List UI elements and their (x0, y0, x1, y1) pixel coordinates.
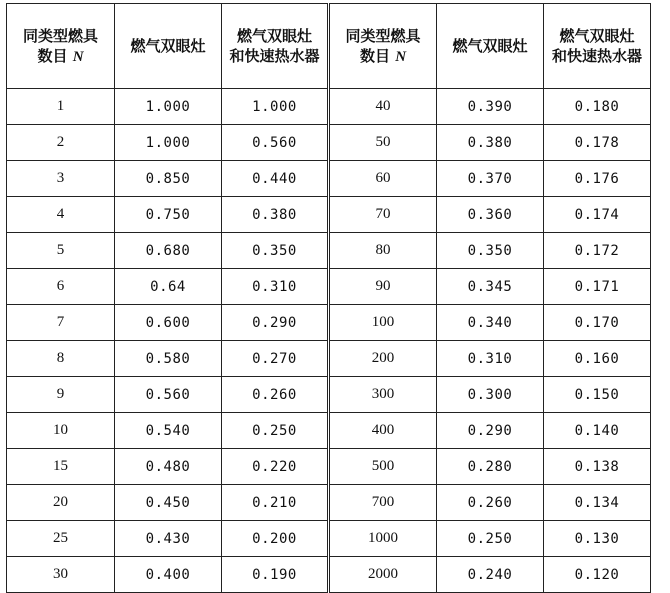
table-row (7, 269, 651, 305)
cell-stove-heater-right: 0.120 (544, 557, 651, 593)
table-row (7, 413, 651, 449)
cell-count-right: 100 (329, 305, 437, 341)
cell-stove-heater-left: 0.250 (222, 413, 329, 449)
header-dual-stove-label: 燃气双眼灶 (452, 37, 528, 55)
cell-stove-heater-right: 0.170 (544, 305, 651, 341)
cell-stove-heater-left: 0.270 (222, 341, 329, 377)
cell-dual-stove-right: 0.380 (437, 125, 544, 161)
cell-dual-stove-right: 0.240 (437, 557, 544, 593)
cell-count-left: 8 (7, 341, 115, 377)
cell-dual-stove-right: 0.390 (437, 89, 544, 125)
cell-stove-heater-left: 0.380 (222, 197, 329, 233)
cell-count-right: 1000 (329, 521, 437, 557)
cell-dual-stove-left: 0.400 (115, 557, 222, 593)
table-row (7, 341, 651, 377)
cell-count-right: 50 (329, 125, 437, 161)
header-count-line2 (7, 46, 114, 67)
header-stove-heater-right (544, 4, 651, 89)
cell-dual-stove-right: 0.280 (437, 449, 544, 485)
cell-count-right: 500 (329, 449, 437, 485)
cell-stove-heater-left: 0.220 (222, 449, 329, 485)
cell-stove-heater-right: 0.140 (544, 413, 651, 449)
cell-dual-stove-left: 1.000 (115, 125, 222, 161)
header-appliance-count-right (329, 4, 437, 89)
header-count-line1: 同类型燃具 (345, 26, 421, 45)
cell-count-right: 60 (329, 161, 437, 197)
cell-dual-stove-left: 0.540 (115, 413, 222, 449)
table-row (7, 485, 651, 521)
header-count-prefix: 数目 (359, 46, 396, 65)
table-row (7, 377, 651, 413)
header-count-var: N (395, 48, 407, 65)
header-count-line1: 同类型燃具 (22, 26, 98, 45)
header-dual-stove-label: 燃气双眼灶 (130, 37, 206, 55)
header-stove-heater-line1: 燃气双眼灶 (236, 27, 312, 45)
cell-dual-stove-right: 0.260 (437, 485, 544, 521)
table-row (7, 161, 651, 197)
header-count-line2 (330, 46, 436, 67)
cell-count-right: 80 (329, 233, 437, 269)
table-row (7, 197, 651, 233)
cell-count-left: 10 (7, 413, 115, 449)
cell-stove-heater-left: 0.210 (222, 485, 329, 521)
cell-dual-stove-left: 0.430 (115, 521, 222, 557)
cell-stove-heater-right: 0.150 (544, 377, 651, 413)
cell-dual-stove-left: 0.64 (115, 269, 222, 305)
cell-dual-stove-right: 0.310 (437, 341, 544, 377)
table-row (7, 449, 651, 485)
cell-count-right: 90 (329, 269, 437, 305)
cell-count-right: 2000 (329, 557, 437, 593)
coefficient-table-wrapper (6, 3, 651, 593)
cell-count-left: 15 (7, 449, 115, 485)
cell-stove-heater-left: 0.560 (222, 125, 329, 161)
table-header-row (7, 4, 651, 89)
cell-count-left: 7 (7, 305, 115, 341)
cell-count-left: 4 (7, 197, 115, 233)
cell-dual-stove-right: 0.350 (437, 233, 544, 269)
cell-stove-heater-left: 0.350 (222, 233, 329, 269)
cell-dual-stove-right: 0.300 (437, 377, 544, 413)
cell-dual-stove-left: 0.850 (115, 161, 222, 197)
table-row (7, 305, 651, 341)
table-row (7, 521, 651, 557)
cell-stove-heater-left: 0.440 (222, 161, 329, 197)
cell-count-right: 40 (329, 89, 437, 125)
cell-stove-heater-left: 0.310 (222, 269, 329, 305)
cell-count-right: 200 (329, 341, 437, 377)
header-appliance-count-left (7, 4, 115, 89)
header-dual-stove-left (115, 4, 222, 89)
table-row (7, 89, 651, 125)
cell-dual-stove-right: 0.290 (437, 413, 544, 449)
cell-stove-heater-right: 0.174 (544, 197, 651, 233)
header-stove-heater-line2: 和快速热水器 (229, 47, 320, 65)
cell-count-right: 300 (329, 377, 437, 413)
cell-dual-stove-left: 1.000 (115, 89, 222, 125)
cell-stove-heater-right: 0.134 (544, 485, 651, 521)
table-row (7, 557, 651, 593)
cell-count-left: 1 (7, 89, 115, 125)
cell-stove-heater-left: 0.190 (222, 557, 329, 593)
cell-dual-stove-left: 0.750 (115, 197, 222, 233)
cell-count-right: 400 (329, 413, 437, 449)
cell-dual-stove-left: 0.480 (115, 449, 222, 485)
cell-stove-heater-left: 0.290 (222, 305, 329, 341)
cell-dual-stove-right: 0.345 (437, 269, 544, 305)
cell-dual-stove-left: 0.680 (115, 233, 222, 269)
header-dual-stove-right (437, 4, 544, 89)
cell-count-left: 25 (7, 521, 115, 557)
cell-dual-stove-right: 0.340 (437, 305, 544, 341)
cell-dual-stove-left: 0.580 (115, 341, 222, 377)
cell-count-left: 6 (7, 269, 115, 305)
cell-count-left: 3 (7, 161, 115, 197)
cell-stove-heater-right: 0.160 (544, 341, 651, 377)
cell-stove-heater-right: 0.130 (544, 521, 651, 557)
header-stove-heater-line1: 燃气双眼灶 (559, 27, 635, 45)
cell-dual-stove-left: 0.560 (115, 377, 222, 413)
cell-stove-heater-left: 0.200 (222, 521, 329, 557)
cell-dual-stove-right: 0.370 (437, 161, 544, 197)
cell-stove-heater-right: 0.171 (544, 269, 651, 305)
cell-count-left: 20 (7, 485, 115, 521)
cell-stove-heater-left: 0.260 (222, 377, 329, 413)
coefficient-table (6, 3, 651, 593)
table-row (7, 233, 651, 269)
cell-count-left: 30 (7, 557, 115, 593)
header-count-var: N (72, 48, 84, 65)
cell-dual-stove-left: 0.600 (115, 305, 222, 341)
header-stove-heater-line2: 和快速热水器 (551, 47, 642, 65)
cell-dual-stove-left: 0.450 (115, 485, 222, 521)
table-body (7, 89, 651, 593)
cell-count-right: 700 (329, 485, 437, 521)
cell-stove-heater-left: 1.000 (222, 89, 329, 125)
cell-stove-heater-right: 0.178 (544, 125, 651, 161)
cell-count-left: 5 (7, 233, 115, 269)
cell-count-left: 2 (7, 125, 115, 161)
cell-count-left: 9 (7, 377, 115, 413)
header-count-prefix: 数目 (37, 46, 73, 65)
cell-stove-heater-right: 0.138 (544, 449, 651, 485)
cell-dual-stove-right: 0.250 (437, 521, 544, 557)
cell-dual-stove-right: 0.360 (437, 197, 544, 233)
cell-stove-heater-right: 0.176 (544, 161, 651, 197)
table-row (7, 125, 651, 161)
cell-count-right: 70 (329, 197, 437, 233)
cell-stove-heater-right: 0.172 (544, 233, 651, 269)
header-stove-heater-left (222, 4, 329, 89)
cell-stove-heater-right: 0.180 (544, 89, 651, 125)
